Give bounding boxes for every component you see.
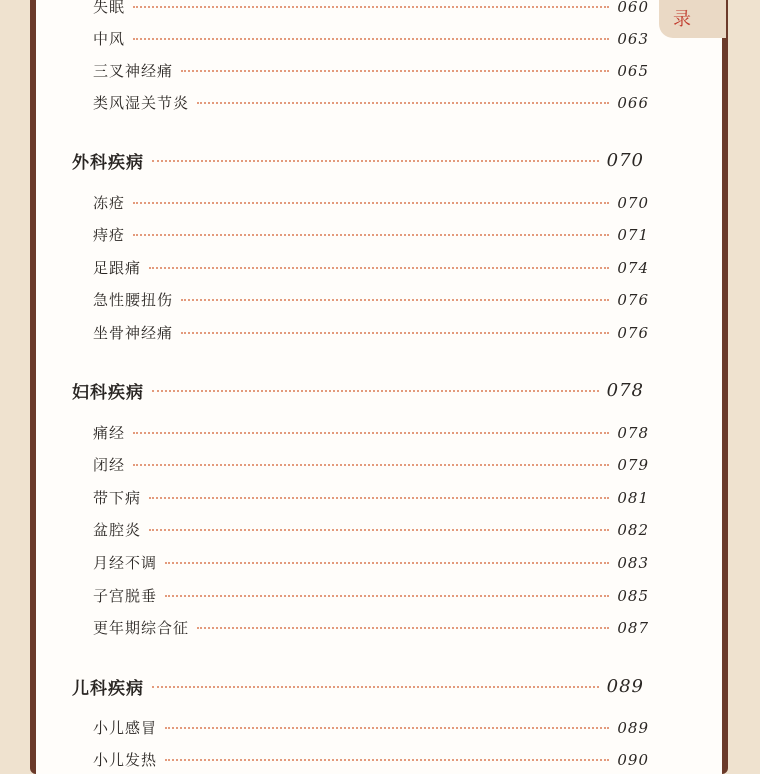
dot-leader bbox=[197, 627, 609, 629]
toc-entry[interactable] bbox=[93, 617, 649, 638]
toc-entry[interactable] bbox=[93, 422, 649, 443]
toc-entry[interactable] bbox=[93, 92, 649, 113]
toc-entry[interactable] bbox=[93, 0, 649, 17]
toc-entry-page: 060 bbox=[617, 0, 649, 16]
toc-category-page: 089 bbox=[606, 676, 644, 697]
toc-entry-title: 子宫脱垂 bbox=[93, 587, 158, 605]
toc-entry-page: 082 bbox=[617, 520, 649, 539]
dot-leader bbox=[152, 390, 599, 392]
dot-leader bbox=[165, 595, 609, 597]
dot-leader bbox=[165, 727, 609, 729]
dot-leader bbox=[152, 160, 599, 162]
toc-entry-title: 冻疮 bbox=[93, 194, 126, 212]
toc-entry-title: 带下病 bbox=[93, 489, 142, 507]
toc-entry-page: 070 bbox=[617, 193, 649, 212]
toc-entry-title: 盆腔炎 bbox=[93, 521, 142, 539]
toc-entry-title: 坐骨神经痛 bbox=[93, 324, 174, 342]
toc-category-page: 078 bbox=[606, 380, 644, 401]
toc-category-page: 070 bbox=[606, 150, 644, 171]
toc-entry[interactable] bbox=[93, 717, 649, 738]
toc-category-title: 外科疾病 bbox=[72, 153, 144, 173]
dot-leader bbox=[149, 267, 609, 269]
dot-leader bbox=[152, 686, 599, 688]
toc-category-title: 妇科疾病 bbox=[72, 383, 144, 403]
toc-entry-title: 痛经 bbox=[93, 424, 126, 442]
dot-leader bbox=[197, 102, 609, 104]
dot-leader bbox=[149, 529, 609, 531]
toc-entry[interactable] bbox=[93, 487, 649, 508]
toc-entry-title: 更年期综合征 bbox=[93, 619, 190, 637]
toc-entry[interactable] bbox=[93, 257, 649, 278]
dot-leader bbox=[133, 6, 609, 8]
dot-leader bbox=[133, 202, 609, 204]
toc-entry[interactable] bbox=[93, 192, 649, 213]
dot-leader bbox=[133, 234, 609, 236]
toc-entry-title: 急性腰扭伤 bbox=[93, 291, 174, 309]
toc-entry-title: 三叉神经痛 bbox=[93, 62, 174, 80]
toc-entry-page: 076 bbox=[617, 323, 649, 342]
toc-entry-title: 痔疮 bbox=[93, 226, 126, 244]
toc-entry[interactable] bbox=[93, 60, 649, 81]
toc-entry-page: 071 bbox=[617, 225, 649, 244]
dot-leader bbox=[133, 432, 609, 434]
toc-entry-page: 083 bbox=[617, 553, 649, 572]
toc-entry-page: 065 bbox=[617, 61, 649, 80]
toc-entry-title: 足跟痛 bbox=[93, 259, 142, 277]
toc-entry-page: 078 bbox=[617, 423, 649, 442]
toc-entry[interactable] bbox=[93, 224, 649, 245]
dot-leader bbox=[181, 70, 609, 72]
toc-entry-title: 中风 bbox=[93, 30, 126, 48]
toc-entry-title: 小儿感冒 bbox=[93, 719, 158, 737]
toc-entry-page: 081 bbox=[617, 488, 649, 507]
toc-entry[interactable] bbox=[93, 322, 649, 343]
toc-entry-page: 074 bbox=[617, 258, 649, 277]
dot-leader bbox=[181, 332, 609, 334]
dot-leader bbox=[181, 299, 609, 301]
toc-entry-page: 066 bbox=[617, 93, 649, 112]
toc-category-title: 儿科疾病 bbox=[72, 679, 144, 699]
toc-entry-page: 090 bbox=[617, 750, 649, 769]
toc-entry-page: 063 bbox=[617, 29, 649, 48]
toc-entry[interactable] bbox=[93, 289, 649, 310]
toc-category[interactable] bbox=[72, 148, 644, 173]
toc-entry[interactable] bbox=[93, 552, 649, 573]
toc-entry-title: 类风湿关节炎 bbox=[93, 94, 190, 112]
toc-entry-page: 087 bbox=[617, 618, 649, 637]
toc-entry-page: 076 bbox=[617, 290, 649, 309]
toc-entry[interactable] bbox=[93, 454, 649, 475]
toc-entry-title: 闭经 bbox=[93, 456, 126, 474]
toc-side-tab: 录 bbox=[659, 0, 726, 38]
toc-entry-title: 失眠 bbox=[93, 0, 126, 16]
toc-entry-page: 085 bbox=[617, 586, 649, 605]
dot-leader bbox=[149, 497, 609, 499]
toc-entry[interactable] bbox=[93, 585, 649, 606]
dot-leader bbox=[165, 562, 609, 564]
toc-entry-page: 079 bbox=[617, 455, 649, 474]
toc-category[interactable] bbox=[72, 378, 644, 403]
toc-entry-title: 月经不调 bbox=[93, 554, 158, 572]
toc-entry-title: 小儿发热 bbox=[93, 751, 158, 769]
dot-leader bbox=[133, 38, 609, 40]
toc-category[interactable] bbox=[72, 674, 644, 699]
toc-entry-page: 089 bbox=[617, 718, 649, 737]
toc-entry[interactable] bbox=[93, 519, 649, 540]
dot-leader bbox=[133, 464, 609, 466]
toc-entry[interactable] bbox=[93, 28, 649, 49]
